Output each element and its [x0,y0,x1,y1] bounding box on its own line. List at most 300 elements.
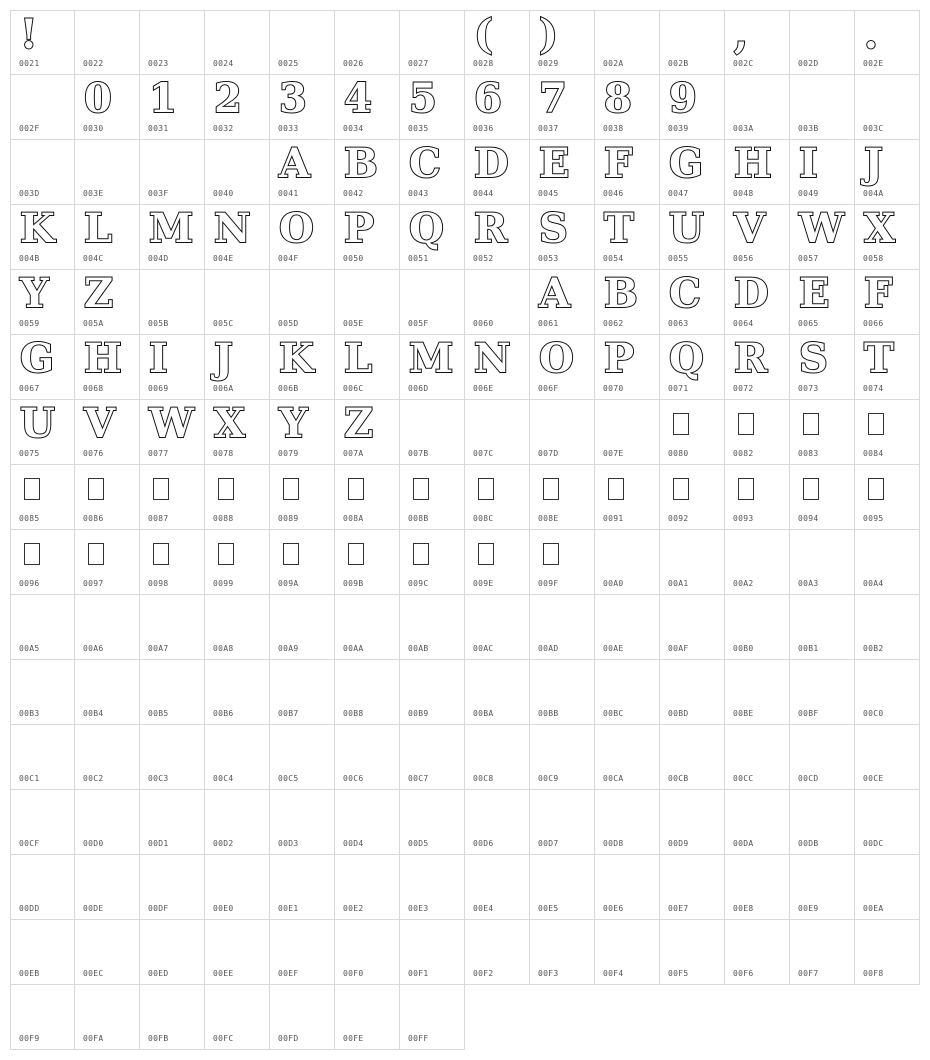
glyph-cell[interactable] [855,725,920,790]
glyph-code-label: 0028 [473,59,494,68]
missing-glyph-box-icon [868,413,884,435]
glyph-preview: 2 [214,75,242,122]
glyph-cell[interactable] [790,400,855,465]
glyph-code-label: 0068 [83,384,104,393]
glyph-cell[interactable] [790,205,855,270]
glyph-cell[interactable] [400,10,465,75]
glyph-preview: A [279,140,311,187]
glyph-cell[interactable] [855,335,920,400]
glyph-cell[interactable] [10,920,75,985]
glyph-cell[interactable] [205,205,270,270]
glyph-cell[interactable] [335,595,400,660]
glyph-cell[interactable] [530,140,595,205]
glyph-cell[interactable] [10,855,75,920]
glyph-cell[interactable] [790,335,855,400]
glyph-cell[interactable] [270,205,335,270]
glyph-code-label: 00E3 [408,904,429,913]
glyph-preview: , [734,11,748,58]
glyph-cell[interactable] [400,270,465,335]
glyph-cell[interactable] [725,140,790,205]
glyph-cell[interactable] [530,75,595,140]
glyph-cell[interactable] [335,10,400,75]
glyph-cell[interactable] [10,725,75,790]
glyph-cell[interactable] [205,595,270,660]
glyph-cell[interactable] [595,10,660,75]
glyph-cell[interactable] [75,855,140,920]
glyph-cell[interactable] [75,75,140,140]
glyph-cell[interactable] [530,205,595,270]
glyph-cell[interactable] [660,75,725,140]
glyph-cell[interactable] [465,140,530,205]
glyph-cell[interactable] [595,725,660,790]
glyph-cell[interactable] [140,465,205,530]
glyph-code-label: 008C [473,514,494,523]
glyph-preview: O [279,205,314,252]
glyph-cell[interactable] [465,75,530,140]
glyph-cell[interactable] [270,400,335,465]
glyph-cell[interactable] [725,75,790,140]
glyph-code-label: 00E8 [733,904,754,913]
glyph-cell[interactable] [140,400,205,465]
glyph-cell[interactable] [790,270,855,335]
glyph-cell[interactable] [465,10,530,75]
glyph-preview: 3 [279,75,307,122]
glyph-code-label: 00D4 [343,839,364,848]
glyph-code-label: 00DA [733,839,754,848]
glyph-cell[interactable] [75,335,140,400]
glyph-preview: X [864,205,896,252]
glyph-cell[interactable] [725,400,790,465]
glyph-preview: R [734,335,768,382]
glyph-cell[interactable] [465,530,530,595]
glyph-cell[interactable] [660,530,725,595]
glyph-cell[interactable] [10,205,75,270]
glyph-cell[interactable] [855,140,920,205]
glyph-code-label: 0050 [343,254,364,263]
glyph-code-label: 00CD [798,774,819,783]
glyph-cell[interactable] [660,205,725,270]
glyph-cell[interactable] [400,530,465,595]
glyph-cell[interactable] [530,920,595,985]
glyph-code-label: 00C5 [278,774,299,783]
glyph-cell[interactable] [400,335,465,400]
glyph-cell[interactable] [10,75,75,140]
glyph-cell[interactable] [270,660,335,725]
glyph-code-label: 002F [19,124,40,133]
glyph-cell[interactable] [660,335,725,400]
glyph-cell[interactable] [270,985,335,1050]
glyph-code-label: 0084 [863,449,884,458]
glyph-code-label: 00E9 [798,904,819,913]
glyph-cell[interactable] [855,10,920,75]
missing-glyph-box-icon [153,543,169,565]
glyph-cell[interactable] [205,75,270,140]
glyph-cell[interactable] [270,595,335,660]
glyph-cell[interactable] [205,10,270,75]
glyph-cell[interactable] [530,595,595,660]
glyph-code-label: 00A0 [603,579,624,588]
glyph-cell[interactable] [400,205,465,270]
glyph-cell[interactable] [725,660,790,725]
glyph-preview: E [799,270,830,317]
glyph-cell[interactable] [140,790,205,855]
glyph-code-label: 0083 [798,449,819,458]
glyph-cell[interactable] [465,400,530,465]
glyph-cell[interactable] [465,790,530,855]
missing-glyph-box-icon [283,478,299,500]
glyph-cell[interactable] [335,140,400,205]
glyph-preview: 9 [669,75,697,122]
glyph-code-label: 0080 [668,449,689,458]
glyph-cell[interactable] [270,75,335,140]
glyph-cell[interactable] [790,465,855,530]
glyph-preview: L [344,335,373,382]
glyph-code-label: 0021 [19,59,40,68]
glyph-cell[interactable] [335,465,400,530]
glyph-cell[interactable] [140,725,205,790]
glyph-cell[interactable] [660,465,725,530]
glyph-cell[interactable] [465,270,530,335]
glyph-cell[interactable] [335,270,400,335]
glyph-preview: X [214,400,246,447]
glyph-cell[interactable] [335,400,400,465]
glyph-cell[interactable] [205,465,270,530]
glyph-cell[interactable] [75,725,140,790]
glyph-cell[interactable] [270,465,335,530]
glyph-cell[interactable] [205,855,270,920]
glyph-preview: W [799,205,844,252]
glyph-cell[interactable] [530,855,595,920]
glyph-cell[interactable] [140,920,205,985]
glyph-cell[interactable] [75,660,140,725]
glyph-cell[interactable] [75,270,140,335]
glyph-cell[interactable] [75,465,140,530]
glyph-cell[interactable] [465,205,530,270]
glyph-cell[interactable] [855,270,920,335]
glyph-cell[interactable] [205,335,270,400]
glyph-cell[interactable] [335,725,400,790]
glyph-cell[interactable] [75,985,140,1050]
glyph-code-label: 005A [83,319,104,328]
glyph-code-label: 002E [863,59,884,68]
glyph-code-label: 002C [733,59,754,68]
glyph-code-label: 00E2 [343,904,364,913]
glyph-preview: A [539,270,571,317]
glyph-preview: K [20,205,55,252]
glyph-preview: 1 [149,75,177,122]
glyph-cell[interactable] [10,335,75,400]
glyph-preview: Y [20,270,49,317]
glyph-cell[interactable] [790,855,855,920]
glyph-cell[interactable] [855,75,920,140]
glyph-cell[interactable] [530,335,595,400]
glyph-cell[interactable] [725,920,790,985]
glyph-cell[interactable] [855,660,920,725]
glyph-cell[interactable] [400,985,465,1050]
glyph-cell[interactable] [400,855,465,920]
glyph-cell[interactable] [140,205,205,270]
glyph-code-label: 005C [213,319,234,328]
glyph-cell[interactable] [205,530,270,595]
glyph-cell[interactable] [790,140,855,205]
glyph-cell[interactable] [855,465,920,530]
glyph-cell[interactable] [465,465,530,530]
glyph-cell[interactable] [725,855,790,920]
glyph-cell[interactable] [725,205,790,270]
glyph-cell[interactable] [725,465,790,530]
glyph-cell[interactable] [855,205,920,270]
glyph-cell[interactable] [335,920,400,985]
glyph-cell[interactable] [725,335,790,400]
glyph-cell[interactable] [790,660,855,725]
glyph-cell[interactable] [595,595,660,660]
glyph-cell[interactable] [140,855,205,920]
glyph-cell[interactable] [75,400,140,465]
glyph-cell[interactable] [10,10,75,75]
glyph-code-label: 004B [19,254,40,263]
glyph-code-label: 0051 [408,254,429,263]
glyph-code-label: 00CC [733,774,754,783]
glyph-cell[interactable] [725,790,790,855]
glyph-code-label: 00B8 [343,709,364,718]
glyph-cell[interactable] [530,270,595,335]
glyph-code-label: 005D [278,319,299,328]
glyph-cell[interactable] [270,270,335,335]
glyph-cell[interactable] [10,270,75,335]
glyph-code-label: 00F8 [863,969,884,978]
glyph-code-label: 0098 [148,579,169,588]
glyph-cell[interactable] [270,140,335,205]
glyph-cell[interactable] [335,855,400,920]
glyph-cell[interactable] [530,790,595,855]
glyph-cell[interactable] [530,400,595,465]
glyph-cell[interactable] [595,660,660,725]
glyph-preview: Q [409,205,444,252]
glyph-cell[interactable] [660,270,725,335]
glyph-code-label: 0045 [538,189,559,198]
glyph-cell[interactable] [790,530,855,595]
glyph-cell[interactable] [595,465,660,530]
glyph-cell[interactable] [595,790,660,855]
glyph-code-label: 0073 [798,384,819,393]
glyph-cell[interactable] [855,595,920,660]
glyph-cell[interactable] [465,920,530,985]
glyph-cell[interactable] [400,725,465,790]
glyph-code-label: 00A2 [733,579,754,588]
glyph-cell[interactable] [205,725,270,790]
glyph-cell[interactable] [10,530,75,595]
glyph-cell[interactable] [270,725,335,790]
glyph-code-label: 00D6 [473,839,494,848]
glyph-preview: Z [344,400,374,447]
glyph-preview: K [279,335,314,382]
glyph-cell[interactable] [335,530,400,595]
glyph-cell[interactable] [400,75,465,140]
glyph-cell[interactable] [140,10,205,75]
glyph-cell[interactable] [400,595,465,660]
glyph-code-label: 0042 [343,189,364,198]
glyph-cell[interactable] [465,660,530,725]
glyph-cell[interactable] [10,140,75,205]
missing-glyph-box-icon [283,543,299,565]
glyph-preview: N [214,205,251,252]
glyph-cell[interactable] [400,660,465,725]
glyph-cell[interactable] [335,335,400,400]
glyph-cell[interactable] [595,270,660,335]
glyph-cell[interactable] [10,400,75,465]
glyph-code-label: 003A [733,124,754,133]
glyph-cell[interactable] [855,855,920,920]
glyph-cell[interactable] [790,725,855,790]
glyph-cell[interactable] [465,855,530,920]
glyph-cell[interactable] [660,595,725,660]
glyph-cell[interactable] [335,985,400,1050]
glyph-cell[interactable] [790,10,855,75]
glyph-code-label: 00AE [603,644,624,653]
glyph-code-label: 00B2 [863,644,884,653]
glyph-cell[interactable] [335,205,400,270]
glyph-code-label: 00C8 [473,774,494,783]
glyph-cell[interactable] [660,400,725,465]
glyph-code-label: 00A4 [863,579,884,588]
glyph-cell[interactable] [595,855,660,920]
glyph-code-label: 00E0 [213,904,234,913]
glyph-preview: V [84,400,116,447]
glyph-code-label: 0061 [538,319,559,328]
glyph-cell[interactable] [270,335,335,400]
glyph-cell[interactable] [270,10,335,75]
glyph-cell[interactable] [660,140,725,205]
glyph-preview: E [539,140,570,187]
glyph-cell[interactable] [270,530,335,595]
glyph-cell[interactable] [205,400,270,465]
glyph-cell[interactable] [400,140,465,205]
glyph-cell[interactable] [75,205,140,270]
glyph-cell[interactable] [270,920,335,985]
glyph-code-label: 0075 [19,449,40,458]
glyph-cell[interactable] [660,855,725,920]
glyph-cell[interactable] [140,270,205,335]
glyph-cell[interactable] [205,790,270,855]
glyph-cell[interactable] [530,660,595,725]
glyph-cell[interactable] [465,335,530,400]
glyph-code-label: 002A [603,59,624,68]
glyph-cell[interactable] [725,10,790,75]
glyph-code-label: 007C [473,449,494,458]
glyph-cell[interactable] [400,400,465,465]
glyph-cell[interactable] [140,530,205,595]
glyph-cell[interactable] [205,660,270,725]
glyph-cell[interactable] [270,855,335,920]
glyph-cell[interactable] [595,205,660,270]
glyph-code-label: 00BC [603,709,624,718]
glyph-code-label: 002D [798,59,819,68]
glyph-cell[interactable] [205,270,270,335]
glyph-code-label: 0069 [148,384,169,393]
glyph-cell[interactable] [855,400,920,465]
glyph-cell[interactable] [270,790,335,855]
glyph-cell[interactable] [10,465,75,530]
glyph-cell[interactable] [660,790,725,855]
glyph-cell[interactable] [400,790,465,855]
glyph-cell[interactable] [725,530,790,595]
glyph-cell[interactable] [10,985,75,1050]
glyph-cell[interactable] [75,920,140,985]
glyph-cell[interactable] [855,530,920,595]
glyph-cell[interactable] [725,595,790,660]
glyph-cell[interactable] [140,75,205,140]
glyph-cell[interactable] [725,725,790,790]
glyph-cell[interactable] [855,920,920,985]
glyph-cell[interactable] [660,920,725,985]
glyph-cell[interactable] [855,790,920,855]
glyph-cell[interactable] [595,335,660,400]
glyph-cell[interactable] [10,595,75,660]
glyph-cell[interactable] [790,595,855,660]
glyph-cell[interactable] [530,530,595,595]
glyph-cell[interactable] [75,10,140,75]
glyph-cell[interactable] [790,920,855,985]
glyph-cell[interactable] [790,75,855,140]
glyph-cell[interactable] [660,725,725,790]
glyph-cell[interactable] [75,790,140,855]
glyph-code-label: 00B1 [798,644,819,653]
glyph-cell[interactable] [335,75,400,140]
glyph-cell[interactable] [140,660,205,725]
glyph-cell[interactable] [530,465,595,530]
glyph-cell[interactable] [140,985,205,1050]
glyph-cell[interactable] [10,660,75,725]
glyph-preview: M [149,205,194,252]
glyph-code-label: 00EC [83,969,104,978]
glyph-cell[interactable] [465,725,530,790]
glyph-cell[interactable] [530,10,595,75]
glyph-cell[interactable] [660,660,725,725]
glyph-cell[interactable] [790,790,855,855]
glyph-cell[interactable] [400,465,465,530]
glyph-cell[interactable] [660,10,725,75]
glyph-code-label: 00B4 [83,709,104,718]
glyph-cell[interactable] [595,140,660,205]
glyph-cell[interactable] [205,985,270,1050]
glyph-code-label: 00AF [668,644,689,653]
glyph-cell[interactable] [595,920,660,985]
glyph-cell[interactable] [140,595,205,660]
glyph-cell[interactable] [400,920,465,985]
glyph-cell[interactable] [205,920,270,985]
glyph-preview: Q [669,335,704,382]
glyph-cell[interactable] [530,725,595,790]
glyph-cell[interactable] [10,790,75,855]
glyph-cell[interactable] [465,595,530,660]
glyph-cell[interactable] [335,660,400,725]
glyph-code-label: 0026 [343,59,364,68]
glyph-cell[interactable] [75,530,140,595]
missing-glyph-box-icon [153,478,169,500]
glyph-cell[interactable] [725,270,790,335]
glyph-code-label: 00DE [83,904,104,913]
glyph-cell[interactable] [75,140,140,205]
glyph-cell[interactable] [595,75,660,140]
glyph-cell[interactable] [335,790,400,855]
glyph-cell[interactable] [205,140,270,205]
glyph-cell[interactable] [595,530,660,595]
glyph-cell[interactable] [140,335,205,400]
glyph-cell[interactable] [595,400,660,465]
glyph-cell[interactable] [140,140,205,205]
glyph-cell[interactable] [75,595,140,660]
glyph-code-label: 00DB [798,839,819,848]
